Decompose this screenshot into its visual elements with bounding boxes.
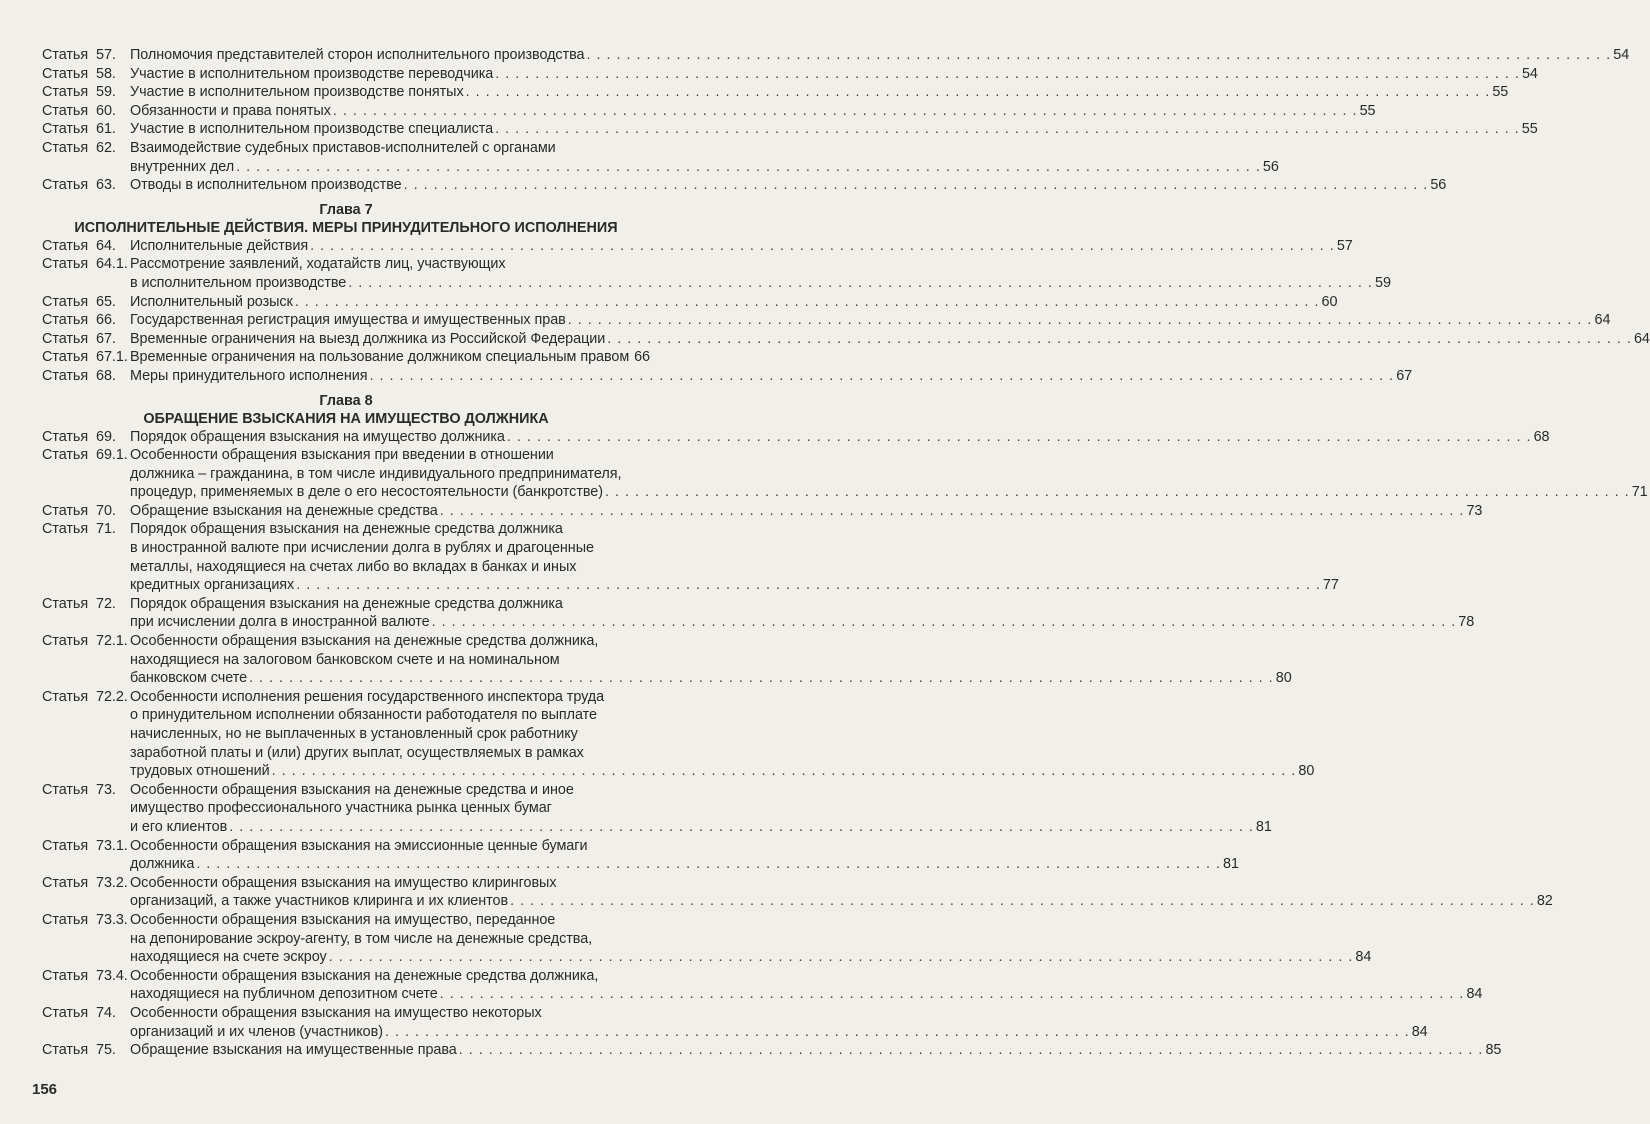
dot-leader (631, 348, 632, 367)
article-label: Статья 58. (42, 65, 116, 82)
page-ref: 84 (1466, 986, 1483, 1003)
toc-entry[interactable] (0, 139, 1279, 176)
entry-title-line (130, 892, 1553, 911)
page-ref: 85 (1485, 1042, 1502, 1059)
toc-entry[interactable] (0, 446, 1648, 502)
dot-leader: . . . . . . . . . . . . . . . . . . . . . . . . . . . . . . . . . . . . . . . . . . . . . . . . . . . . . . . . . . . . . . . . . . . . . . . . . . . . . . . . . . . . . . . . . . . . . . . . . . . . . . . (439, 502, 1465, 519)
page-ref: 64 (1633, 330, 1650, 347)
entry-title-line (130, 237, 1353, 256)
toc-entry[interactable] (0, 348, 674, 367)
toc-entry[interactable] (0, 520, 1339, 594)
entry-title-text: Временные ограничения на пользование должником специальным правом (130, 349, 630, 366)
entry-title-line: Особенности обращения взыскания на денежные средства и иное (130, 781, 574, 798)
entry-title-line: Взаимодействие судебных приставов-исполнителей с органами (130, 139, 556, 156)
dot-leader: . . . . . . . . . . . . . . . . . . . . . . . . . . . . . . . . . . . . . . . . . . . . . . . . . . . . . . . . . . . . . . . . . . . . . . . . . . . . . . . . . . . . . . . . . . . . . . . . . . . . . . . (328, 949, 1354, 966)
toc-entry[interactable] (0, 237, 1353, 256)
entry-title-line: Особенности обращения взыскания при введении в отношении (130, 447, 554, 464)
entry-title-line: Особенности обращения взыскания на денежные средства должника, (130, 633, 599, 650)
toc-entry[interactable] (0, 1041, 1502, 1060)
entry-title-line: Рассмотрение заявлений, ходатайств лиц, участвующих (130, 256, 506, 273)
entry-title-text: Обращение взыскания на денежные средства (130, 502, 438, 519)
entry-title-line: Особенности обращения взыскания на имущество некоторых (130, 1004, 542, 1021)
toc-entry[interactable] (0, 632, 1292, 688)
entry-title-line (130, 502, 1483, 521)
article-label: Статья 67.1. (42, 349, 128, 366)
dot-leader: . . . . . . . . . . . . . . . . . . . . . . . . . . . . . . . . . . . . . . . . . . . . . . . . . . . . . . . . . . . . . . . . . . . . . . . . . . . . . . . . . . . . . . . . . . . . . . . . . . . . . . . (196, 856, 1221, 873)
article-label: Статья 72. (42, 595, 116, 612)
dot-leader: . . . . . . . . . . . . . . . . . . . . . . . . . . . . . . . . . . . . . . . . . . . . . . . . . . . . . . . . . . . . . . . . . . . . . . . . . . . . . . . . . . . . . . . . . . . . . . . . . . . . . . . (506, 428, 1532, 445)
toc-entry[interactable] (0, 120, 1538, 139)
article-label: Статья 73.4. (42, 967, 128, 984)
page-ref: 56 (1430, 177, 1447, 194)
page-ref: 67 (1396, 367, 1413, 384)
entry-title-text: Обязанности и права понятых (130, 102, 331, 119)
article-label: Статья 73.1. (42, 837, 128, 854)
page-ref: 55 (1521, 121, 1538, 138)
entry-title-line (130, 483, 1648, 502)
page-ref: 57 (1336, 237, 1353, 254)
chapter-title: ИСПОЛНИТЕЛЬНЫЕ ДЕЙСТВИЯ. МЕРЫ ПРИНУДИТЕЛЬНОГО ИСПОЛНЕНИЯ (74, 219, 618, 236)
entry-title-line: металлы, находящиеся на счетах либо во вкладах в банках и иных (130, 558, 577, 575)
entry-title-text: Временные ограничения на выезд должника из Российской Федерации (130, 330, 606, 347)
dot-leader: . . . . . . . . . . . . . . . . . . . . . . . . . . . . . . . . . . . . . . . . . . . . . . . . . . . . . . . . . . . . . . . . . . . . . . . . . . . . . . . . . . . . . . . . . . . . . . . . . . . . . . . (465, 84, 1491, 101)
dot-leader: . . . . . . . . . . . . . . . . . . . . . . . . . . . . . . . . . . . . . . . . . . . . . . . . . . . . . . . . . . . . . . . . . . . . . . . . . . . . . . . . . . . . . . . . . . . . . . . . . . . . . . . (294, 293, 1320, 310)
entry-title-line (130, 311, 1611, 330)
page-number: 156 (32, 1081, 58, 1098)
toc-entry[interactable] (0, 911, 1372, 967)
table-of-contents (0, 46, 1650, 1060)
dot-leader: . . . . . . . . . . . . . . . . . . . . . . . . . . . . . . . . . . . . . . . . . . . . . . . . . . . . . . . . . . . . . . . . . . . . . . . . . . . . . . . . . . . . . . . . . . . . . . . . . . . . . . . (332, 102, 1358, 119)
entry-title-line (130, 1041, 1502, 1060)
dot-leader: . . . . . . . . . . . . . . . . . . . . . . . . . . . . . . . . . . . . . . . . . . . . . . . . . . . . . . . . . . . . . . . . . . . . . . . . . . . . . . . . . . . . . . . . . . . . . . . . . . . . . . . (403, 177, 1429, 194)
entry-title-line (130, 293, 1338, 312)
entry-title-line: заработной платы и (или) других выплат, осуществляемых в рамках (130, 744, 584, 761)
page-ref: 81 (1255, 818, 1272, 835)
article-label: Статья 72.1. (42, 633, 128, 650)
dot-leader: . . . . . . . . . . . . . . . . . . . . . . . . . . . . . . . . . . . . . . . . . . . . . . . . . . . . . . . . . . . . . . . . . . . . . . . . . . . . . . . . . . . . . . . . . . . . . . . . . . . . . . . (510, 893, 1535, 910)
page-ref: 59 (1374, 274, 1391, 291)
entry-title-text: Меры принудительного исполнения (130, 367, 368, 384)
entry-title-line (130, 348, 650, 367)
toc-entry[interactable] (0, 688, 1315, 781)
entry-title-line (130, 65, 1538, 84)
entry-title-line (130, 274, 1391, 293)
page-ref: 81 (1223, 856, 1239, 873)
entry-title-line: Особенности обращения взыскания на имущество, переданное (130, 911, 556, 928)
entry-title-text: организаций и их членов (участников) (130, 1023, 383, 1040)
toc-entry[interactable] (0, 781, 1272, 837)
toc-entry[interactable] (0, 967, 1483, 1004)
entry-title-line: Особенности обращения взыскания на имущество клиринговых (130, 874, 557, 891)
article-label: Статья 71. (42, 521, 116, 538)
dot-leader: . . . . . . . . . . . . . . . . . . . . . . . . . . . . . . . . . . . . . . . . . . . . . . . . . . . . . . . . . . . . . . . . . . . . . . . . . . . . . . . . . . . . . . . . . . . . . . . . . . . . . . . (296, 577, 1321, 594)
article-label: Статья 74. (42, 1004, 116, 1021)
page-ref: 80 (1298, 763, 1315, 780)
dot-leader: . . . . . . . . . . . . . . . . . . . . . . . . . . . . . . . . . . . . . . . . . . . . . . . . . . . . . . . . . . . . . . . . . . . . . . . . . . . . . . . . . . . . . . . . . . . . . . . . . . . . . . . (236, 158, 1261, 175)
page-ref: 54 (1521, 65, 1538, 82)
entry-title-line: в иностранной валюте при исчислении долга в рублях и драгоценные (130, 540, 594, 557)
toc-entry[interactable] (0, 595, 1475, 632)
article-label: Статья 75. (42, 1042, 116, 1059)
entry-title-line (130, 428, 1550, 447)
entry-title-line (130, 762, 1315, 781)
entry-title-text: организаций, а также участников клиринга и их клиентов (130, 893, 509, 910)
entry-title-text: Участие в исполнительном производстве переводчика (130, 65, 494, 82)
article-label: Статья 59. (42, 84, 116, 101)
article-label: Статья 63. (42, 177, 116, 194)
dot-leader: . . . . . . . . . . . . . . . . . . . . . . . . . . . . . . . . . . . . . . . . . . . . . . . . . . . . . . . . . . . . . . . . . . . . . . . . . . . . . . . . . . . . . . . . . . . . . . . . . . . . . . . (384, 1023, 1410, 1040)
entry-title-line (130, 83, 1509, 102)
entry-title-line (130, 669, 1292, 688)
dot-leader: . . . . . . . . . . . . . . . . . . . . . . . . . . . . . . . . . . . . . . . . . . . . . . . . . . . . . . . . . . . . . . . . . . . . . . . . . . . . . . . . . . . . . . . . . . . . . . . . . . . . . . . (348, 274, 1373, 291)
page-ref: 80 (1275, 670, 1292, 687)
entry-title-line (130, 330, 1650, 349)
page-ref: 66 (634, 349, 650, 366)
article-label: Статья 69.1. (42, 447, 128, 464)
entry-title-line: на депонирование эскроу-агенту, в том числе на денежные средства, (130, 930, 593, 947)
toc-entry[interactable] (0, 46, 1630, 65)
page-ref: 55 (1492, 84, 1509, 101)
toc-entry[interactable] (0, 874, 1553, 911)
dot-leader: . . . . . . . . . . . . . . . . . . . . . . . . . . . . . . . . . . . . . . . . . . . . . . . . . . . . . . . . . . . . . . . . . . . . . . . . . . . . . . . . . . . . . . . . . . . . . . . . . . . . . . . (586, 47, 1612, 63)
toc-entry[interactable] (0, 65, 1538, 84)
entry-title-line: Особенности обращения взыскания на эмиссионные ценные бумаги (130, 837, 588, 854)
article-label: Статья 65. (42, 293, 116, 310)
dot-leader: . . . . . . . . . . . . . . . . . . . . . . . . . . . . . . . . . . . . . . . . . . . . . . . . . . . . . . . . . . . . . . . . . . . . . . . . . . . . . . . . . . . . . . . . . . . . . . . . . . . . . . . (495, 65, 1520, 82)
page-ref: 77 (1322, 577, 1339, 594)
article-label: Статья 68. (42, 367, 116, 384)
dot-leader: . . . . . . . . . . . . . . . . . . . . . . . . . . . . . . . . . . . . . . . . . . . . . . . . . . . . . . . . . . . . . . . . . . . . . . . . . . . . . . . . . . . . . . . . . . . . . . . . . . . . . . . (229, 818, 1254, 835)
entry-title-line (130, 120, 1538, 139)
dot-leader: . . . . . . . . . . . . . . . . . . . . . . . . . . . . . . . . . . . . . . . . . . . . . . . . . . . . . . . . . . . . . . . . . . . . . . . . . . . . . . . . . . . . . . . . . . . . . . . . . . . . . . . (369, 367, 1395, 384)
article-label: Статья 62. (42, 139, 116, 156)
toc-entry[interactable] (0, 255, 1391, 292)
dot-leader: . . . . . . . . . . . . . . . . . . . . . . . . . . . . . . . . . . . . . . . . . . . . . . . . . . . . . . . . . . . . . . . . . . . . . . . . . . . . . . . . . . . . . . . . . . . . . . . . . . . . . . . (605, 484, 1630, 501)
article-label: Статья 72.2. (42, 688, 128, 705)
article-label: Статья 61. (42, 121, 116, 138)
page-ref: 84 (1355, 949, 1372, 966)
dot-leader: . . . . . . . . . . . . . . . . . . . . . . . . . . . . . . . . . . . . . . . . . . . . . . . . . . . . . . . . . . . . . . . . . . . . . . . . . . . . . . . . . . . . . . . . . . . . . . . . . . . . . . . (249, 670, 1274, 687)
entry-title-line (130, 948, 1372, 967)
entry-title-text: процедур, применяемых в деле о его несостоятельности (банкротстве) (130, 484, 603, 501)
article-label: Статья 73.2. (42, 874, 128, 891)
chapter-heading (0, 195, 674, 237)
entry-title-line: находящиеся на залоговом банковском счете и на номинальном (130, 651, 560, 668)
article-label: Статья 70. (42, 502, 116, 519)
article-label: Статья 73. (42, 781, 116, 798)
entry-title-text: находящиеся на счете эскроу (130, 949, 327, 966)
toc-entry[interactable] (0, 502, 1483, 521)
entry-title-text: при исчислении долга в иностранной валюте (130, 614, 430, 631)
entry-title-line: Порядок обращения взыскания на денежные средства должника (130, 595, 563, 612)
entry-title-line: должника – гражданина, в том числе индивидуального предпринимателя, (130, 465, 622, 482)
entry-title-text: банковском счете (130, 670, 248, 687)
entry-title-text: Обращение взыскания на имущественные права (130, 1042, 457, 1059)
entry-title-line (130, 158, 1279, 177)
page-ref: 64 (1594, 312, 1611, 329)
toc-entry[interactable] (0, 293, 1338, 312)
entry-title-line (130, 102, 1376, 121)
page-ref: 68 (1533, 428, 1550, 445)
entry-title-line: о принудительном исполнении обязанности работодателя по выплате (130, 707, 597, 724)
page-ref: 55 (1359, 102, 1376, 119)
dot-leader: . . . . . . . . . . . . . . . . . . . . . . . . . . . . . . . . . . . . . . . . . . . . . . . . . . . . . . . . . . . . . . . . . . . . . . . . . . . . . . . . . . . . . . . . . . . . . . . . . . . . . . . (431, 614, 1457, 631)
entry-title-text: внутренних дел (130, 158, 235, 175)
entry-title-text: Участие в исполнительном производстве специалиста (130, 121, 494, 138)
dot-leader: . . . . . . . . . . . . . . . . . . . . . . . . . . . . . . . . . . . . . . . . . . . . . . . . . . . . . . . . . . . . . . . . . . . . . . . . . . . . . . . . . . . . . . . . . . . . . . . . . . . . . . . (310, 237, 1335, 254)
toc-entry[interactable] (0, 428, 1550, 447)
entry-title-line (130, 1023, 1428, 1042)
entry-title-line (130, 985, 1483, 1004)
entry-title-text: Участие в исполнительном производстве понятых (130, 84, 464, 101)
page-ref: 82 (1536, 893, 1553, 910)
entry-title-line (130, 576, 1339, 595)
entry-title-text: Отводы в исполнительном производстве (130, 177, 402, 194)
entry-title-line (130, 367, 1413, 386)
page-ref: 71 (1631, 484, 1648, 501)
article-label: Статья 57. (42, 47, 116, 63)
article-label: Статья 69. (42, 428, 116, 445)
toc-entry[interactable] (0, 83, 1509, 102)
entry-title-line (130, 46, 1630, 65)
entry-title-text: в исполнительном производстве (130, 274, 347, 291)
entry-title-line: Особенности обращения взыскания на денежные средства должника, (130, 967, 599, 984)
article-label: Статья 64.1. (42, 256, 128, 273)
entry-title-line (130, 855, 1239, 874)
toc-entry[interactable] (0, 1004, 1428, 1041)
entry-title-line: Порядок обращения взыскания на денежные средства должника (130, 521, 563, 538)
chapter-heading (0, 386, 674, 428)
toc-entry[interactable] (0, 176, 1447, 195)
entry-title-line (130, 613, 1475, 632)
entry-title-line (130, 818, 1272, 837)
chapter-title: ОБРАЩЕНИЕ ВЗЫСКАНИЯ НА ИМУЩЕСТВО ДОЛЖНИКА (143, 410, 549, 427)
chapter-number: Глава 7 (319, 201, 373, 218)
entry-title-text: Исполнительный розыск (130, 293, 293, 310)
toc-entry[interactable] (0, 311, 1611, 330)
dot-leader: . . . . . . . . . . . . . . . . . . . . . . . . . . . . . . . . . . . . . . . . . . . . . . . . . . . . . . . . . . . . . . . . . . . . . . . . . . . . . . . . . . . . . . . . . . . . . . . . . . . . . . . (495, 121, 1520, 138)
article-label: Статья 66. (42, 312, 116, 329)
page-ref: 60 (1321, 293, 1338, 310)
entry-title-text: Порядок обращения взыскания на имущество должника (130, 428, 505, 445)
entry-title-line: имущество профессионального участника рынка ценных бумаг (130, 800, 552, 817)
article-label: Статья 73.3. (42, 911, 128, 928)
page-ref: 54 (1613, 47, 1630, 63)
article-label: Статья 67. (42, 330, 116, 347)
entry-title-text: кредитных организациях (130, 577, 295, 594)
entry-title-text: и его клиентов (130, 818, 228, 835)
dot-leader: . . . . . . . . . . . . . . . . . . . . . . . . . . . . . . . . . . . . . . . . . . . . . . . . . . . . . . . . . . . . . . . . . . . . . . . . . . . . . . . . . . . . . . . . . . . . . . . . . . . . . . . (271, 763, 1297, 780)
entry-title-line: начисленных, но не выплаченных в установленный срок работнику (130, 726, 578, 742)
entry-title-text: должника (130, 856, 195, 873)
page-ref: 84 (1411, 1023, 1428, 1040)
page-ref: 56 (1262, 158, 1279, 175)
entry-title-text: находящиеся на публичном депозитном счете (130, 986, 438, 1003)
article-label: Статья 60. (42, 102, 116, 119)
dot-leader: . . . . . . . . . . . . . . . . . . . . . . . . . . . . . . . . . . . . . . . . . . . . . . . . . . . . . . . . . . . . . . . . . . . . . . . . . . . . . . . . . . . . . . . . . . . . . . . . . . . . . . . (607, 330, 1632, 347)
dot-leader: . . . . . . . . . . . . . . . . . . . . . . . . . . . . . . . . . . . . . . . . . . . . . . . . . . . . . . . . . . . . . . . . . . . . . . . . . . . . . . . . . . . . . . . . . . . . . . . . . . . . . . . (567, 312, 1593, 329)
toc-entry[interactable] (0, 837, 1239, 874)
chapter-number: Глава 8 (319, 392, 373, 409)
entry-title-line (130, 176, 1447, 195)
entry-title-text: трудовых отношений (130, 763, 270, 780)
entry-title-text: Государственная регистрация имущества и имущественных прав (130, 312, 566, 329)
page-ref: 78 (1458, 614, 1475, 631)
page-ref: 73 (1466, 502, 1483, 519)
article-label: Статья 64. (42, 237, 116, 254)
dot-leader: . . . . . . . . . . . . . . . . . . . . . . . . . . . . . . . . . . . . . . . . . . . . . . . . . . . . . . . . . . . . . . . . . . . . . . . . . . . . . . . . . . . . . . . . . . . . . . . . . . . . . . . (439, 986, 1465, 1003)
dot-leader: . . . . . . . . . . . . . . . . . . . . . . . . . . . . . . . . . . . . . . . . . . . . . . . . . . . . . . . . . . . . . . . . . . . . . . . . . . . . . . . . . . . . . . . . . . . . . . . . . . . . . . . (458, 1042, 1484, 1059)
entry-title-text: Исполнительные действия (130, 237, 309, 254)
toc-entry[interactable] (0, 330, 1650, 349)
toc-entry[interactable] (0, 367, 1413, 386)
entry-title-text: Полномочия представителей сторон исполнительного производства (130, 47, 585, 63)
toc-entry[interactable] (0, 102, 1376, 121)
entry-title-line: Особенности исполнения решения государственного инспектора труда (130, 688, 605, 705)
